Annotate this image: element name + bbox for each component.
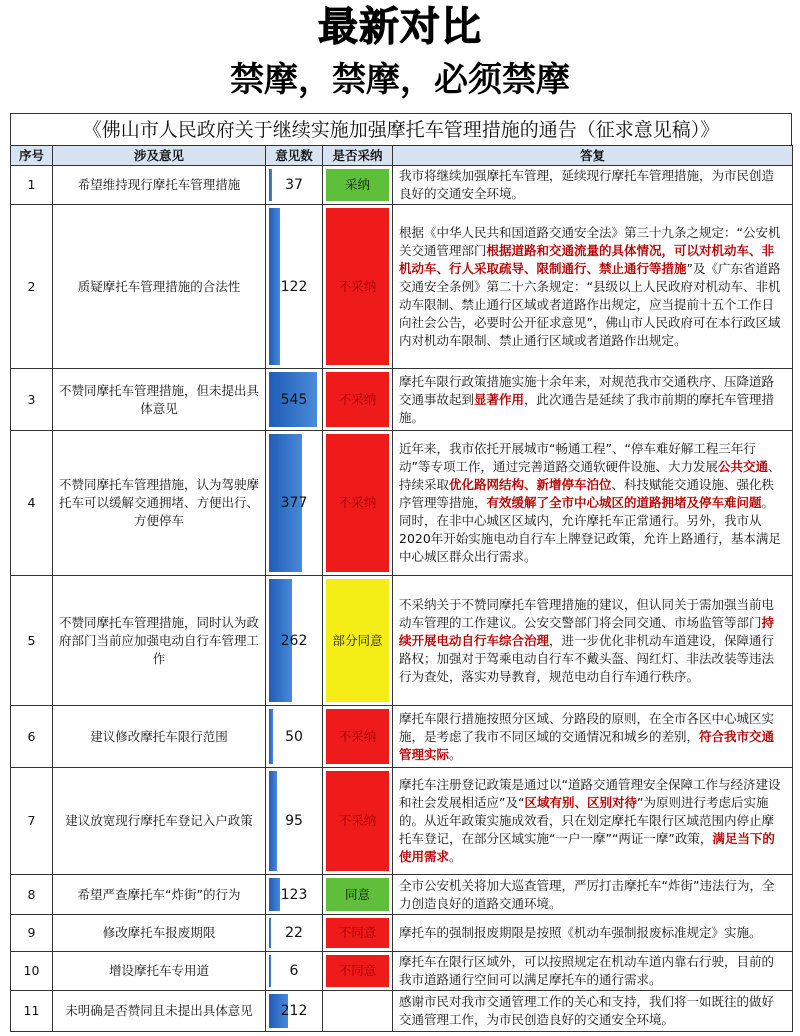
table-row — [11, 768, 793, 875]
row-index: 6 — [11, 706, 53, 768]
table-row — [11, 952, 793, 991]
status-badge: 同意 — [326, 878, 389, 911]
status-badge: 采纳 — [326, 169, 389, 201]
table-row — [11, 431, 793, 576]
count-value: 95 — [285, 813, 303, 829]
count-value: 377 — [280, 495, 308, 511]
row-opinion: 建议放宽现行摩托车登记入户政策 — [53, 768, 266, 875]
count-value: 123 — [280, 886, 308, 903]
row-opinion: 修改摩托车报废期限 — [53, 915, 266, 952]
reply-text: 摩托车在限行区域外，可以按照规定在机动车道内靠右行驶，目前的我市道路通行空间可以满足摩托车的通行需求。 — [399, 954, 775, 987]
reply-highlight: 公共交通 — [717, 459, 768, 474]
reply-text: 我市将继续加强摩托车管理，延续现行摩托车管理措施，为市民创造良好的交通安全环境。 — [399, 168, 775, 201]
row-count-cell — [266, 768, 323, 875]
row-opinion: 质疑摩托车管理措施的合法性 — [53, 205, 266, 369]
reply-text: 。同时，在非中心城区区域内，允许摩托车正常通行。另外，我市从2020年开始实施电动自行车上牌登记政策，允许上路通行，基本满足中心城区群众出行需求。 — [399, 495, 781, 564]
row-opinion: 建议修改摩托车限行范围 — [53, 706, 266, 768]
row-reply — [393, 952, 793, 991]
reply-text: 、持续采取 — [399, 459, 781, 492]
row-count-cell — [266, 706, 323, 768]
row-adopted-cell — [323, 431, 393, 576]
row-index: 11 — [11, 991, 53, 1032]
row-count-cell — [266, 576, 323, 706]
table-row — [11, 706, 793, 768]
reply-text: ”及《广东省道路交通安全条例》第二十六条规定：“县级以上人民政府对机动车、非机动车限制、禁止通行区域或者道路作出规定，应当提前十五个工作日向社会公告，必要时公开征求意见”，佛山市人民政府可在本行政区域内对机动车限制、禁止通行区域或者道路作出规定。 — [399, 260, 781, 348]
row-reply — [393, 431, 793, 576]
row-adopted-cell — [323, 915, 393, 952]
reply-highlight: 显著作用 — [474, 391, 525, 407]
opinion-table — [10, 145, 793, 1032]
status-badge: 不采纳 — [326, 372, 389, 427]
count-value: 37 — [285, 177, 303, 193]
table-row — [11, 915, 793, 952]
row-index: 1 — [11, 166, 53, 205]
row-adopted-cell — [323, 576, 393, 706]
reply-text: ，此次通告是延续了我市前期的摩托车管理措施。 — [399, 391, 775, 425]
row-reply — [393, 875, 793, 915]
row-reply — [393, 576, 793, 706]
table-row — [11, 576, 793, 706]
reply-text: 根据《中华人民共和国道路交通安全法》第三十九条之规定：“公安机关交通管理部门 — [399, 224, 781, 258]
reply-text: 摩托车的强制报废期限是按照《机动车强制报废标准规定》实施。 — [399, 925, 762, 940]
table-header-row — [11, 146, 793, 166]
row-index: 8 — [11, 875, 53, 915]
row-index: 2 — [11, 205, 53, 369]
reply-text: 。 — [449, 849, 462, 864]
row-reply — [393, 768, 793, 875]
row-count-cell — [266, 952, 323, 991]
reply-text: 摩托车限行措施按照分区域、分路段的原则，在全市各区中心城区实施，是考虑了我市不同区域的交通情况和城乡的差别， — [399, 710, 775, 744]
row-index: 9 — [11, 915, 53, 952]
reply-text: 近年来，我市依托开展城市“畅通工程”、“停车难好解工程三年行动”等专项工作，通过完善道路交通软硬件设施、大力发展 — [399, 441, 756, 474]
row-adopted-cell — [323, 205, 393, 369]
reply-text: 。 — [449, 746, 462, 762]
count-value: 212 — [280, 1003, 308, 1019]
table-row — [11, 991, 793, 1032]
reply-highlight: 区域有别、区别对待 — [524, 795, 637, 810]
notice-title: 《佛山市人民政府关于继续实施加强摩托车管理措施的通告（征求意见稿）》 — [10, 113, 792, 145]
table-row — [11, 205, 793, 369]
reply-text: 摩托车限行政策措施实施十余年来，对规范我市交通秩序、压降道路交通事故起到 — [399, 373, 775, 407]
reply-text: ，进一步优化非机动车道建设，保障通行路权；加强对于驾乘电动自行车不戴头盔、闯红灯、非法改装等违法行为查处，落实劝导教育，规范电动自行车通行秩序。 — [399, 632, 775, 684]
row-count-cell — [266, 166, 323, 205]
row-index: 3 — [11, 369, 53, 431]
count-value: 122 — [280, 278, 308, 295]
status-badge: 不采纳 — [326, 434, 389, 572]
row-adopted-cell — [323, 768, 393, 875]
col-header-reply: 答复 — [393, 146, 793, 166]
row-opinion: 希望严查摩托车“炸街”的行为 — [53, 875, 266, 915]
row-opinion: 增设摩托车专用道 — [53, 952, 266, 991]
row-reply — [393, 205, 793, 369]
row-opinion: 不赞同摩托车管理措施，认为驾驶摩托车可以缓解交通拥堵、方便出行、方便停车 — [53, 431, 266, 576]
row-opinion: 希望维持现行摩托车管理措施 — [53, 166, 266, 205]
row-count-cell — [266, 991, 323, 1032]
table-row — [11, 166, 793, 205]
col-header-idx: 序号 — [11, 146, 53, 166]
table-row — [11, 875, 793, 915]
page-subtitle: 禁摩，禁摩，必须禁摩 — [230, 60, 570, 100]
reply-text: 不采纳关于不赞同摩托车管理措施的建议，但认同关于需加强当前电动车管理的工作建议。公安交警部门将会同交通、市场监管等部门 — [399, 596, 775, 630]
table-body — [11, 166, 793, 1032]
reply-highlight: 持续开展电动自行车综合治理 — [399, 614, 775, 648]
count-value: 50 — [285, 728, 303, 745]
page-title: 最新对比 — [318, 4, 482, 50]
reply-highlight: 符合我市交通管理实际 — [399, 728, 775, 762]
table-row — [11, 369, 793, 431]
row-count-cell — [266, 915, 323, 952]
status-badge: 不同意 — [326, 955, 389, 987]
row-reply — [393, 706, 793, 768]
row-count-cell — [266, 205, 323, 369]
reply-highlight: 有效缓解了全市中心城区的道路拥堵及停车难问题 — [486, 495, 762, 510]
status-badge: 不采纳 — [326, 771, 389, 871]
row-reply — [393, 369, 793, 431]
row-adopted-cell — [323, 875, 393, 915]
row-index: 7 — [11, 768, 53, 875]
row-reply — [393, 915, 793, 952]
status-badge: 不采纳 — [326, 208, 389, 365]
row-opinion: 不赞同摩托车管理措施，同时认为政府部门当前应加强电动自行车管理工作 — [53, 576, 266, 706]
reply-highlight: 优化路网结构、新增停车泊位 — [449, 477, 612, 492]
row-adopted-cell — [323, 369, 393, 431]
col-header-count: 意见数 — [266, 146, 323, 166]
row-reply — [393, 991, 793, 1032]
row-adopted-cell — [323, 952, 393, 991]
row-opinion: 未明确是否赞同且未提出具体意见 — [53, 991, 266, 1032]
reply-text: 、科技赋能交通设施、强化秩序管理等措施， — [399, 477, 775, 510]
row-index: 4 — [11, 431, 53, 576]
row-adopted-cell — [323, 991, 393, 1032]
row-opinion: 不赞同摩托车管理措施，但未提出具体意见 — [53, 369, 266, 431]
row-count-cell — [266, 369, 323, 431]
count-value: 6 — [289, 963, 299, 979]
reply-text: 感谢市民对我市交通管理工作的关心和支持，我们将一如既往的做好交通管理工作，为市民创造良好的交通安全环境。 — [399, 994, 775, 1027]
reply-text: 摩托车注册登记政策是通过以“道路交通管理安全保障工作与经济建设和社会发展相适应”及“ — [399, 777, 781, 810]
row-reply — [393, 166, 793, 205]
reply-text: 全市公安机关将加大巡查管理，严厉打击摩托车“炸街”违法行为，全力创造良好的道路交通环境。 — [399, 877, 775, 911]
row-adopted-cell — [323, 706, 393, 768]
reply-highlight: 满足当下的使用需求 — [399, 831, 775, 864]
row-index: 5 — [11, 576, 53, 706]
status-badge: 不同意 — [326, 918, 389, 948]
row-count-cell — [266, 875, 323, 915]
col-header-adopted: 是否采纳 — [323, 146, 393, 166]
count-value: 22 — [285, 925, 303, 941]
reply-text: ”为原则进行考虑后实施的。从近年政策实施成效看，只在划定摩托车限行区域范围内停止摩托车登记，在部分区域实施“一户一摩”“两证一摩”政策， — [399, 795, 775, 846]
row-count-cell — [266, 431, 323, 576]
col-header-opinion: 涉及意见 — [53, 146, 266, 166]
count-value: 545 — [280, 391, 308, 408]
row-index: 10 — [11, 952, 53, 991]
status-badge: 部分同意 — [326, 579, 389, 702]
row-adopted-cell — [323, 166, 393, 205]
count-value: 262 — [280, 632, 308, 649]
reply-highlight: 根据道路和交通流量的具体情况，可以对机动车、非机动车、行人采取疏导、限制通行、禁止通行等措施 — [399, 242, 775, 276]
status-badge: 不采纳 — [326, 709, 389, 764]
